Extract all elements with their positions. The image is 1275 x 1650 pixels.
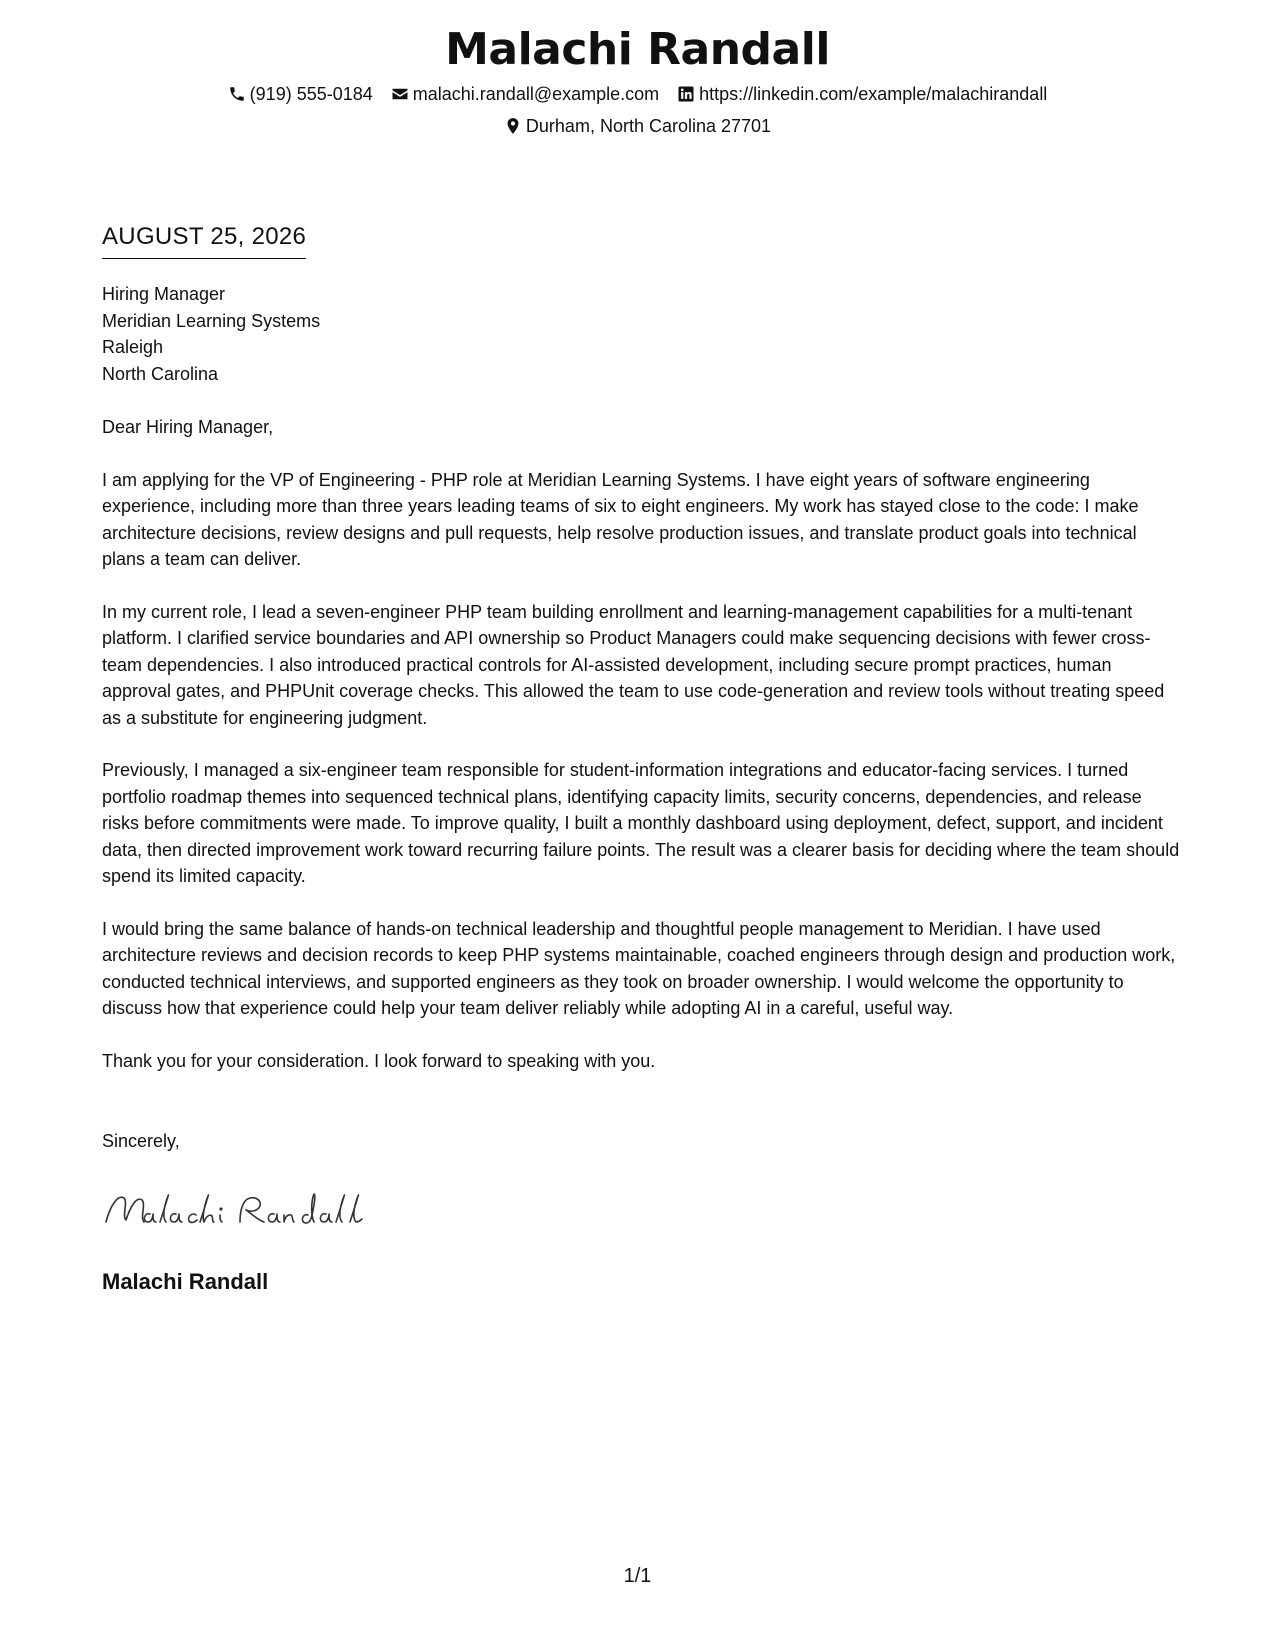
location-text: Durham, North Carolina 27701 (525, 116, 772, 136)
linkedin-contact[interactable] (677, 82, 1047, 106)
body-paragraph: Previously, I managed a six-engineer team responsible for student-information integrations and educator-facing services. I turned portfolio roadmap themes into sequenced technical plans, identifying capacity limits, security concerns, dependencies, and release risks before commitments were made. To improve quality, I built a monthly dashboard using deployment, defect, support, and incident data, then directed improvement work toward recurring failure points. The result was a clearer basis for deciding where the team should spend its limited capacity. (102, 760, 1180, 886)
applicant-name: Malachi Randall (445, 24, 830, 75)
phone-icon (228, 85, 246, 103)
email-contact[interactable] (391, 82, 659, 106)
thanks-paragraph: Thank you for your consideration. I look forward to speaking with you. (102, 1050, 656, 1071)
linkedin-icon (677, 85, 695, 103)
page-number: 1/1 (623, 1565, 652, 1587)
email-text[interactable]: malachi.randall@example.com (412, 84, 660, 104)
recipient-title: Hiring Manager (102, 284, 226, 304)
body-paragraph: In my current role, I lead a seven-engineer PHP team building enrollment and learning-management capabilities for a multi-tenant platform. I clarified service boundaries and API ownership so Product Managers could make sequencing decisions with fewer cross-team dependencies. I also introduced practical controls for AI-assisted development, including secure prompt practices, human approval gates, and PHPUnit coverage checks. This allowed the team to use code-generation and review tools without treating speed as a substitute for engineering judgment. (102, 601, 1165, 728)
signer-name: Malachi Randall (102, 1269, 269, 1294)
recipient-city: Raleigh (102, 337, 164, 357)
handwritten-signature (100, 1184, 370, 1236)
body-paragraph: I would bring the same balance of hands-on technical leadership and thoughtful people management to Meridian. I have used architecture reviews and decision records to keep PHP systems maintainable, coached engineers through design and production work, conducted technical interviews, and supported engineers as they took on broader ownership. I would welcome the opportunity to discuss how that experience could help your team deliver reliably while adopting AI in a careful, useful way. (102, 918, 1176, 1018)
closing: Sincerely, (102, 1131, 180, 1151)
recipient-state: North Carolina (102, 363, 219, 384)
salutation: Dear Hiring Manager, (102, 417, 274, 437)
letter-header (0, 22, 1275, 138)
letter-date-block (102, 222, 306, 259)
recipient-company: Meridian Learning Systems (102, 310, 321, 331)
contact-row (0, 82, 1275, 106)
linkedin-text[interactable]: https://linkedin.com/example/malachirandall (699, 84, 1048, 104)
body-paragraph: I am applying for the VP of Engineering - PHP role at Meridian Learning Systems. I have eight years of software engineering experience, including more than three years leading teams of six to eight engineers. My work has stayed close to the code: I make architecture decisions, review designs and pull requests, help resolve production issues, and translate product goals into technical plans a team can deliver. (102, 469, 1139, 569)
envelope-icon (391, 85, 409, 103)
phone-text: (919) 555-0184 (249, 84, 373, 104)
location-row (0, 114, 1275, 138)
letter-body (102, 414, 1180, 1100)
letter-date: AUGUST 25, 2026 (102, 222, 306, 259)
map-pin-icon (504, 117, 522, 135)
recipient-address (102, 281, 320, 387)
phone-contact (228, 82, 373, 106)
location-contact (504, 114, 771, 138)
